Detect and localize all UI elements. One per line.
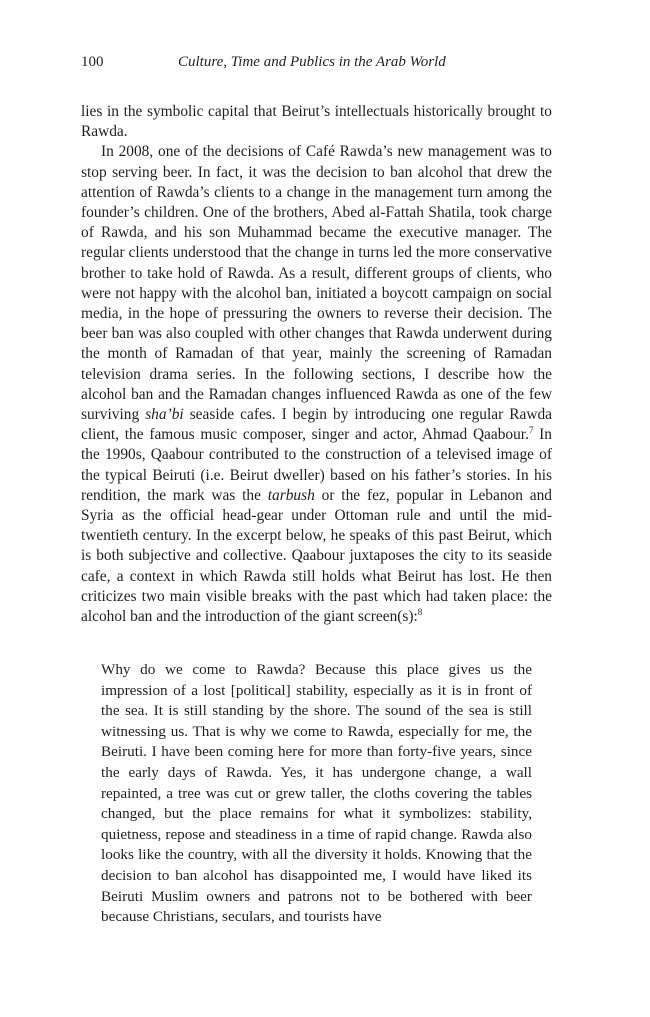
block-quote xyxy=(101,660,532,928)
paragraph-main xyxy=(81,142,552,627)
paragraph-text: or the fez, popular in Lebanon and Syria as the official head-gear under Ottoman rule and until the mid-twentieth century. In the excerpt below, he speaks of this past Beirut, which is both subjective and collective. Qaabour juxtaposes the city to its seaside cafe, a context in which Rawda still holds what Beirut has lost. He then criticizes two main visible breaks with the past which had taken place: the alcohol ban and the introduction of the giant screen(s): xyxy=(81,486,552,626)
footnote-marker-7[interactable]: 7 xyxy=(528,425,534,436)
body-text xyxy=(81,102,552,627)
paragraph-text: In 2008, one of the decisions of Café Rawda’s new management was to stop serving beer. In fact, it was the decision to ban alcohol that drew the attention of Rawda’s clients to a change in the management turn among the founder’s children. One of the brothers, Abed al-Fattah Shatila, took charge of Rawda, and his son Muhammad became the executive manager. The regular clients understood that the change in turns led the more conservative brother to take hold of Rawda. As a result, different groups of clients, who were not happy with the alcohol ban, initiated a boycott campaign on social media, in the hope of pressuring the owners to reverse their decision. The beer ban was also coupled with other changes that Rawda underwent during the month of Ramadan of that year, mainly the screening of Ramadan television drama series. In the following sections, I describe how the alcohol ban and the Ramadan changes influenced Rawda as one of the few surviving xyxy=(81,143,552,424)
quote-text: Why do we come to Rawda? Because this place gives us the impression of a lost [political] stability, especially as it is in front of the sea. It is still standing by the shore. The sound of the sea is still witnessing us. That is why we come to Rawda, especially for me, the Beiruti. I have been coming here for more than forty-five years, since the early days of Rawda. Yes, it has undergone change, a wall repainted, a tree was cut or grew taller, the cloths covering the tables changed, but the place remains for what it symbolizes: stability, quietness, repose and steadiness in a time of rapid change. Rawda also looks like the country, with all the diversity it holds. Knowing that the decision to ban alcohol has disappointed me, I would have liked its Beiruti Muslim owners and patrons not to be bothered with beer because Christians, seculars, and tourists have xyxy=(101,661,532,926)
paragraph-continuation: lies in the symbolic capital that Beirut’s intellectuals historically brought to Rawda. xyxy=(81,103,552,141)
paragraph-text: seaside cafes. I begin by introducing one regular Rawda client, the famous music composer, singer and actor, Ahmad Qaabour. xyxy=(81,406,552,444)
italic-term-shabi: sha’bi xyxy=(145,406,184,424)
footnote-marker-8[interactable]: 8 xyxy=(417,607,423,618)
paragraph-text: In the 1990s, Qaabour contributed to the construction of a televised image of the typical Beiruti (i.e. Beirut dweller) based on his father’s stories. In his rendition, the mark was the xyxy=(81,426,553,504)
italic-term-tarbush: tarbush xyxy=(267,486,315,504)
page-number: 100 xyxy=(81,54,104,70)
book-title: Culture, Time and Publics in the Arab World xyxy=(178,54,446,70)
running-head xyxy=(81,52,552,72)
